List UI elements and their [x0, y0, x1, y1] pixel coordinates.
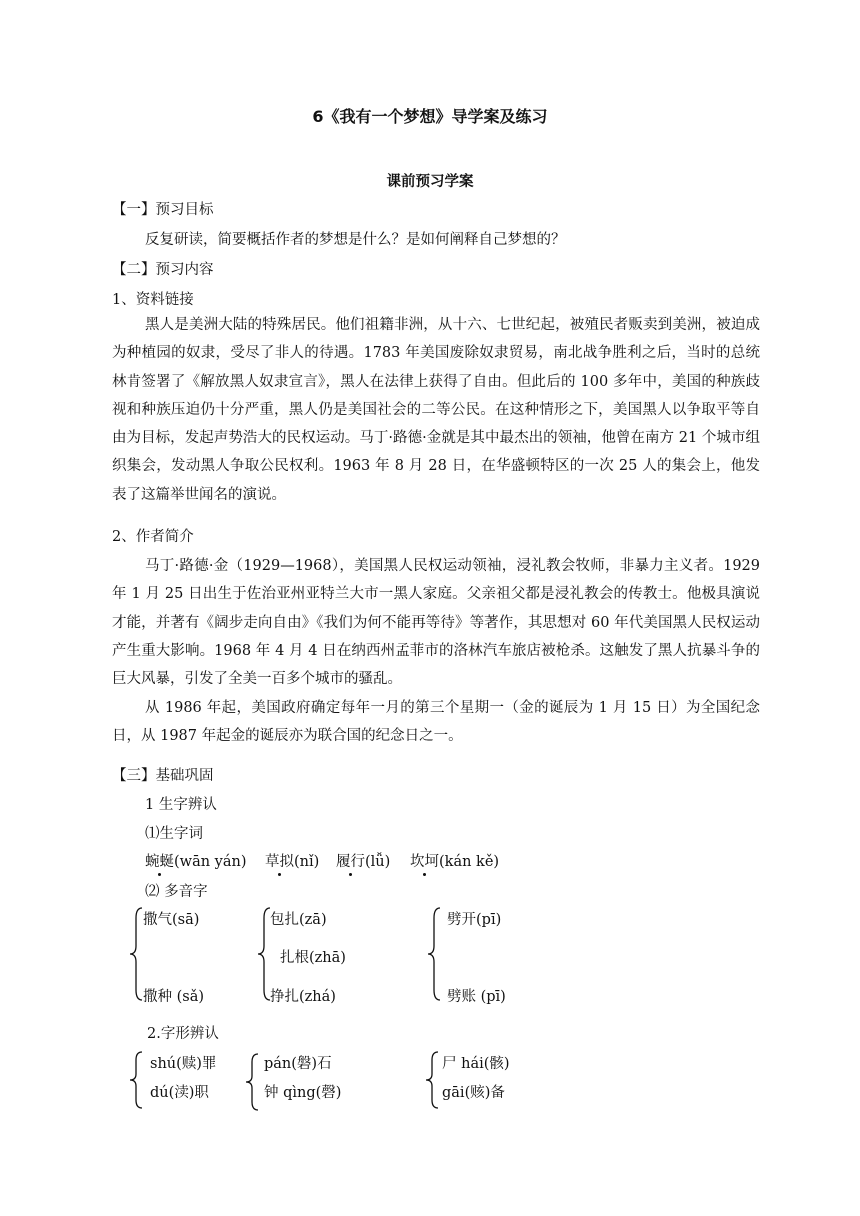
polyphonic-item: 挣扎(zhá)	[270, 989, 336, 1005]
heading-preview-goals: 【一】预习目标	[112, 202, 214, 218]
heading-basic-consolidation: 【三】基础巩固	[112, 768, 214, 784]
word-text: 蜿蜒	[145, 850, 174, 871]
polyphonic-item: 扎根(zhā)	[280, 950, 346, 966]
word-entry	[410, 850, 499, 871]
polyphonic-item: 撒种 (sǎ)	[143, 989, 205, 1005]
polyphonic-item: 劈开(pī)	[447, 912, 502, 928]
word-entry	[145, 850, 247, 871]
brace-icon	[128, 1050, 146, 1110]
item-form-recognition: 2.字形辨认	[147, 1026, 219, 1042]
polyphonic-item: 撒气(sā)	[143, 912, 200, 928]
word-pinyin: (lǚ)	[365, 854, 391, 870]
word-entry	[336, 850, 390, 871]
word-entry	[265, 850, 319, 871]
brace-icon	[426, 906, 444, 1002]
polyphonic-item: 包扎(zā)	[270, 912, 327, 928]
word-text: 草拟	[265, 850, 294, 871]
word-pinyin: (nǐ)	[294, 854, 320, 870]
document-title: 6《我有一个梦想》导学案及练习	[312, 107, 548, 126]
form-item: 尸 hái(骸)	[442, 1056, 510, 1072]
paragraph-background: 黑人是美洲大陆的特殊居民。他们祖籍非洲，从十六、七世纪起，被殖民者贩卖到美洲，被迫成为种植园的奴隶，受尽了非人的待遇。1783 年美国废除奴隶贸易，南北战争胜利之后，当时的总统林肯签署了《解放黑人奴隶宣言》，黑人在法律上获得了自由。但此后的 100 多年中，美国的种族歧视和种族压迫仍十分严重，黑人仍是美国社会的二等公民。在这种情形之下，美国黑人以争取平等自由为目标，发起声势浩大的民权运动。马丁·路德·金就是其中最杰出的领袖，他曾在南方 21 个城市组织集会，发动黑人争取公民权利。1963 年 8 月 28 日，在华盛顿特区的一次 25 人的集会上，他发表了这篇举世闻名的演说。	[112, 317, 760, 503]
form-item: gāi(赅)备	[442, 1085, 505, 1101]
subheading-resources: 1、资料链接	[112, 292, 194, 308]
heading-preview-content: 【二】预习内容	[112, 262, 214, 278]
form-item: pán(磐)石	[264, 1056, 332, 1072]
sub-new-words: ⑴生字词	[145, 826, 203, 842]
paragraph-author: 马丁·路德·金（1929—1968），美国黑人民权运动领袖，浸礼教会牧师，非暴力主义者。1929 年 1 月 25 日出生于佐治亚州亚特兰大市一黑人家庭。父亲祖父都是浸礼教会的传教士。他极具演说才能，并著有《阔步走向自由》《我们为何不能再等待》等著作，其思想对 60 年代美国黑人民权运动产生重大影响。1968 年 4 月 4 日在纳西州孟菲市的洛林汽车旅店被枪杀。这触发了黑人抗暴斗争的巨大风暴，引发了全美一百多个城市的骚乱。	[112, 558, 760, 688]
form-item: shú(赎)罪	[150, 1056, 217, 1072]
word-pinyin: (kán kě)	[439, 854, 500, 870]
word-text: 坎坷	[410, 850, 439, 871]
subheading-author: 2、作者简介	[112, 529, 194, 545]
sub-polyphonic: ⑵ 多音字	[145, 884, 208, 900]
polyphonic-item: 劈账 (pī)	[447, 989, 506, 1005]
preview-goals-text: 反复研读，简要概括作者的梦想是什么？是如何阐释自己梦想的？	[145, 232, 566, 248]
form-item: 钟 qìng(磬)	[264, 1085, 342, 1101]
section-subtitle: 课前预习学案	[386, 174, 474, 190]
word-pinyin: (wān yán)	[174, 854, 247, 870]
paragraph-memorial-day: 从 1986 年起，美国政府确定每年一月的第三个星期一（金的诞辰为 1 月 15 日）为全国纪念日，从 1987 年起金的诞辰亦为联合国的纪念日之一。	[112, 700, 760, 745]
item-character-recognition: 1 生字辨认	[145, 797, 217, 813]
brace-icon	[244, 1052, 262, 1112]
form-item: dú(渎)职	[150, 1085, 209, 1101]
brace-icon	[424, 1050, 442, 1110]
word-text: 履行	[336, 850, 365, 871]
